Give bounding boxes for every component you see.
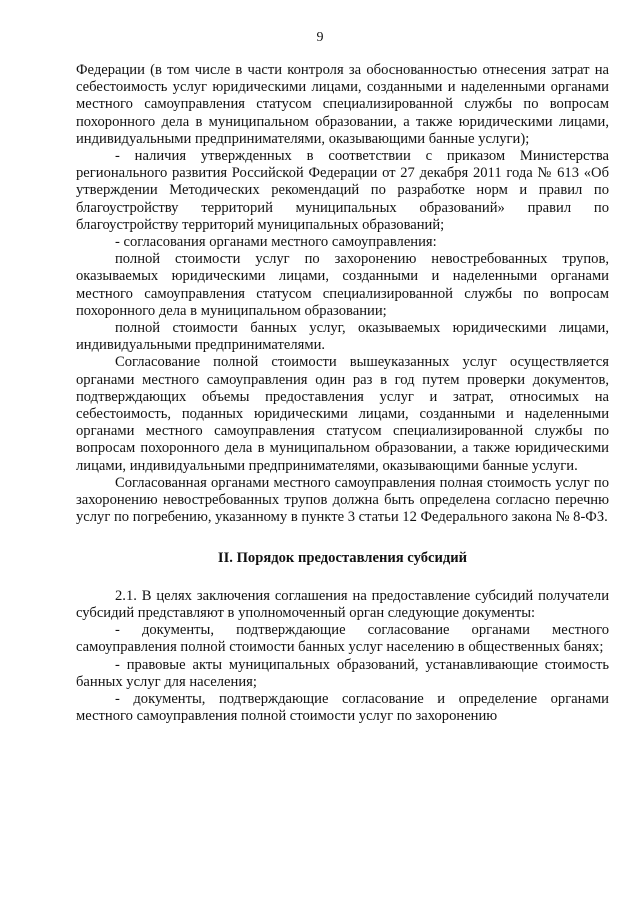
page-number: 9	[316, 30, 324, 45]
paragraph-doc-legal-acts: - правовые акты муниципальных образований, устанавливающие стоимость банных услуг для населения;	[76, 656, 609, 690]
paragraph-approved-cost: Согласованная органами местного самоуправления полная стоимость услуг по захоронению невостребованных трупов должна быть определена согласно перечню услуг по погребению, указанному в пункте 3 статьи 12 Федерального закона № 8-ФЗ.	[76, 474, 609, 526]
paragraph-continuation: Федерации (в том числе в части контроля за обоснованностью отнесения затрат на себестоимость услуг юридическими лицами, созданными и наделенными органами местного самоуправления статусом специализированной службы по вопросам похоронного дела в муниципальном образовании, а также юридическими лицами, индивидуальными предпринимателями, оказывающими банные услуги);	[76, 62, 609, 147]
paragraph-bullet-approval: - согласования органами местного самоуправления:	[115, 234, 437, 251]
document-body	[76, 62, 609, 725]
section-heading: II. Порядок предоставления субсидий	[217, 550, 468, 567]
paragraph-burial-cost: полной стоимости услуг по захоронению невостребованных трупов, оказываемых юридическими лицами, созданными и наделенными органами местного самоуправления статусом специализированной службы по вопросам похоронного дела в муниципальном образовании;	[76, 251, 609, 319]
paragraph-doc-bath-approval: - документы, подтверждающие согласование органами местного самоуправления полной стоимости банных услуг населению в общественных банях;	[76, 622, 609, 656]
paragraph-bath-cost: полной стоимости банных услуг, оказываемых юридическими лицами, индивидуальными предпринимателями.	[76, 320, 609, 354]
paragraph-clause-2-1: 2.1. В целях заключения соглашения на предоставление субсидий получатели субсидий представляют в уполномоченный орган следующие документы:	[76, 587, 609, 621]
paragraph-bullet-standards: - наличия утвержденных в соответствии с приказом Министерства регионального развития Российской Федерации от 27 декабря 2011 года № 613 «Об утверждении Методических рекомендаций по разработке норм и правил по благоустройству территорий муниципальных образований» правил по благоустройству территорий муниципальных образований;	[76, 148, 609, 233]
paragraph-approval-procedure: Согласование полной стоимости вышеуказанных услуг осуществляется органами местного самоуправления один раз в год путем проверки документов, подтверждающих объемы предоставления услуг и затрат, относимых на себестоимость, поданных юридическими лицами, созданными и наделенными органами местного самоуправления статусом специализированной службы по вопросам похоронного дела в муниципальном образовании, а также юридическими лицами, индивидуальными предпринимателями, оказывающими банные услуги.	[76, 354, 609, 474]
paragraph-doc-burial-approval: - документы, подтверждающие согласование и определение органами местного самоуправления полной стоимости услуг по захоронению	[76, 690, 609, 725]
